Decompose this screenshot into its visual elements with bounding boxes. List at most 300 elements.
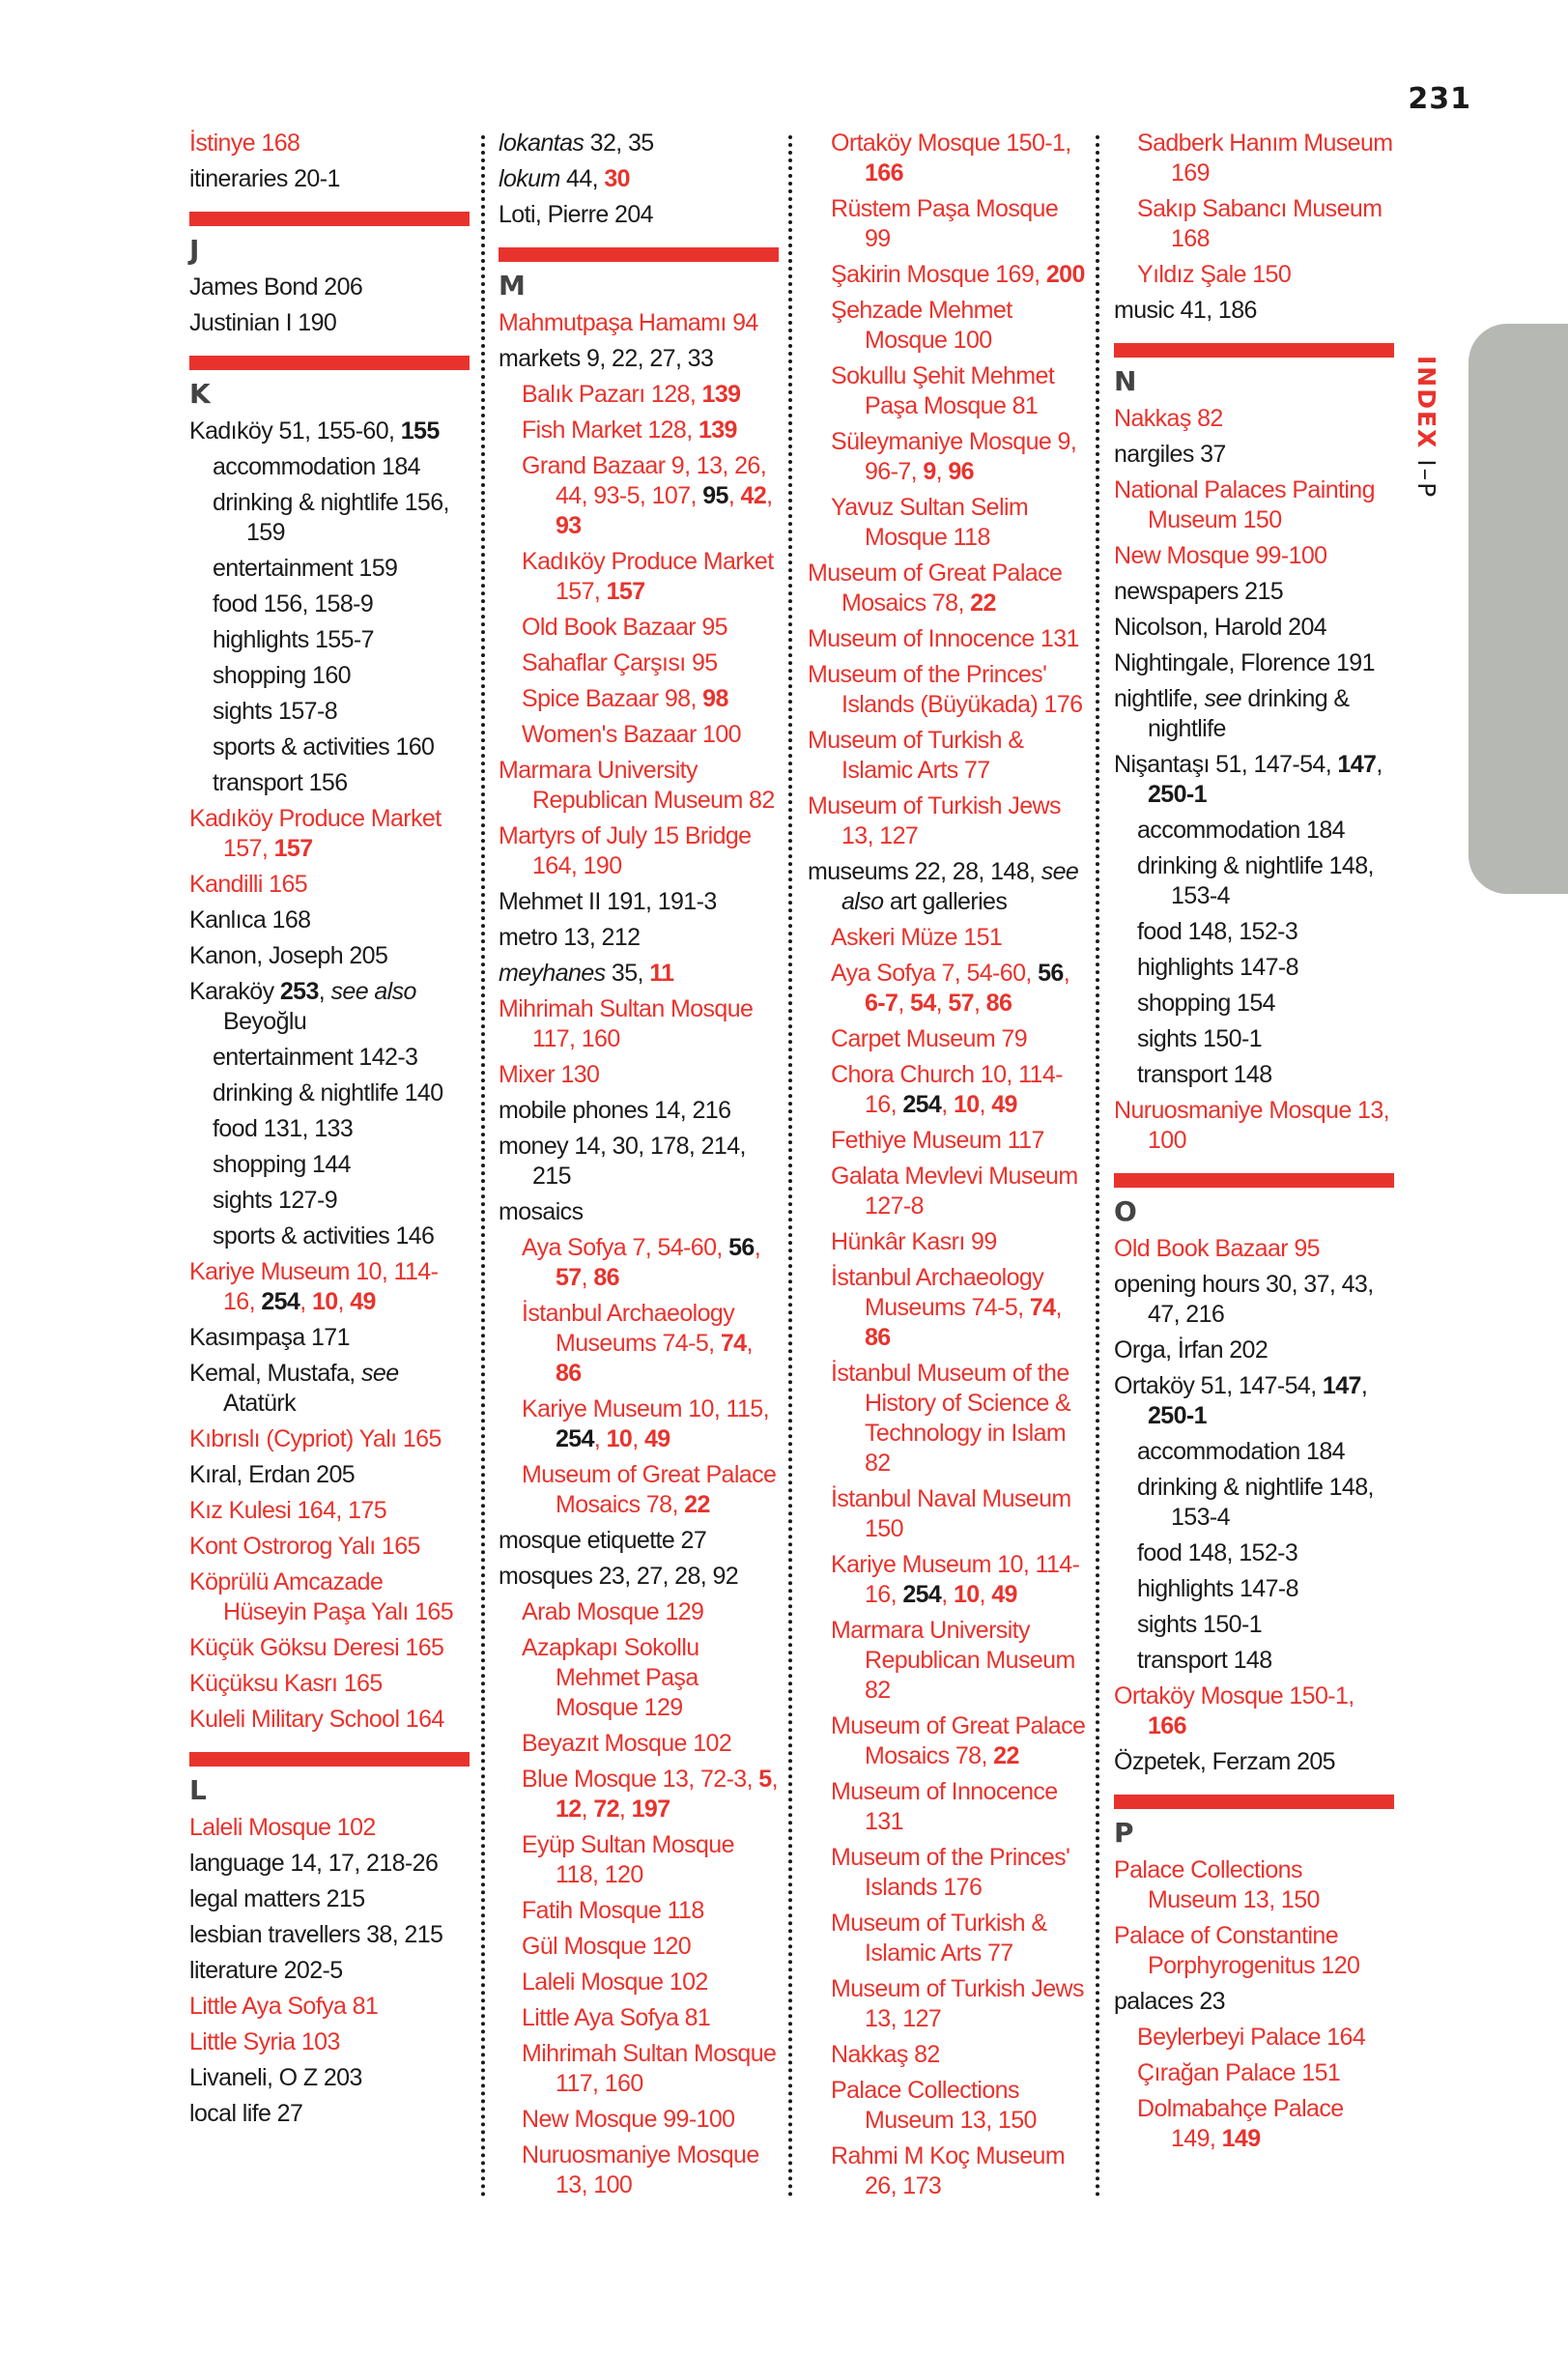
- index-entry: [1114, 296, 1394, 326]
- letter-section-header: [189, 1752, 470, 1809]
- page-ref-bold: 56: [728, 1234, 755, 1261]
- entry-text: İstanbul Archaeology Museums 74-5,: [522, 1300, 735, 1357]
- entry-text: Kıbrıslı (Cypriot) Yalı 165: [189, 1425, 442, 1452]
- index-subentry: [831, 1263, 1088, 1353]
- index-subentry: [522, 2003, 779, 2033]
- page-ref-bold: 147: [1322, 1372, 1361, 1399]
- entry-text: food 148, 152-3: [1137, 1539, 1298, 1566]
- cross-reference-text: see also: [330, 978, 416, 1005]
- entry-text: Palace of Constantine Porphyrogenitus 120: [1114, 1922, 1360, 1979]
- index-subentry: [1137, 989, 1394, 1019]
- entry-text: Askeri Müze 151: [831, 924, 1003, 951]
- section-divider-bar: [499, 247, 779, 262]
- entry-text: nightlife,: [1114, 685, 1205, 712]
- entry-text: ,: [337, 1288, 351, 1315]
- page-ref-bold: 22: [970, 589, 996, 617]
- page-ref-bold: 139: [701, 381, 741, 408]
- entry-text: Eyüp Sultan Mosque 118, 120: [522, 1831, 734, 1888]
- index-subentry: [522, 451, 779, 541]
- index-entry: [189, 1532, 470, 1562]
- entry-text: Spice Bazaar 98,: [522, 685, 703, 712]
- index-entry: [1114, 684, 1394, 744]
- entry-text: ,: [941, 1091, 954, 1118]
- entry-text: Galata Mevlevi Museum 127-8: [831, 1163, 1078, 1220]
- index-entry: [499, 200, 779, 230]
- page-ref-bold: 95: [702, 482, 728, 509]
- index-subentry: [1137, 851, 1394, 911]
- entry-text: İstanbul Archaeology Museums 74-5,: [831, 1264, 1044, 1321]
- entry-text: Old Book Bazaar 95: [1114, 1235, 1320, 1262]
- entry-text: food 148, 152-3: [1137, 918, 1298, 945]
- entry-text: Nuruosmaniye Mosque 13, 100: [1114, 1097, 1389, 1154]
- index-subentry: [831, 923, 1088, 953]
- index-entry: [499, 344, 779, 374]
- index-subentry: [1137, 194, 1394, 254]
- page-ref-bold: 86: [556, 1360, 582, 1387]
- index-subentry: [213, 1221, 470, 1251]
- entry-text: ,: [935, 458, 949, 485]
- entry-text: Rahmi M Koç Museum 26, 173: [831, 2142, 1066, 2199]
- index-subentry: [522, 1830, 779, 1890]
- index-subentry: [213, 488, 470, 548]
- entry-text: Marmara University Republican Museum 82: [831, 1617, 1075, 1704]
- index-subentry: [831, 1777, 1088, 1837]
- entry-text: nargiles 37: [1114, 441, 1226, 468]
- index-column-1: [189, 129, 470, 2135]
- index-subentry: [831, 129, 1088, 188]
- index-subentry: [1137, 2023, 1394, 2053]
- entry-text: Museum of Turkish & Islamic Arts 77: [831, 1910, 1047, 1967]
- entry-text: Ortaköy 51, 147-54,: [1114, 1372, 1323, 1399]
- section-divider-bar: [189, 356, 470, 370]
- page-ref-bold: 49: [350, 1288, 376, 1315]
- index-subentry: [831, 2076, 1088, 2136]
- index-subentry: [213, 625, 470, 655]
- entry-text: Kont Ostrorog Yalı 165: [189, 1533, 420, 1560]
- page-ref-bold: 10: [953, 1581, 980, 1608]
- cross-reference-text: see: [1204, 685, 1241, 712]
- entry-text: palaces 23: [1114, 1988, 1225, 2015]
- index-entry: [189, 308, 470, 338]
- index-subentry: [522, 1932, 779, 1962]
- entry-text: shopping 144: [213, 1151, 351, 1178]
- index-subentry: [213, 697, 470, 727]
- entry-text: İstanbul Museum of the History of Science & Technology in Islam 82: [831, 1360, 1071, 1477]
- entry-text: Kuleli Military School 164: [189, 1706, 444, 1733]
- page-ref-bold: 139: [698, 417, 737, 444]
- index-entry: [1114, 1336, 1394, 1365]
- entry-text: Museum of the Princes' Islands (Büyükada) 176: [808, 661, 1083, 718]
- entry-text: sights 157-8: [213, 698, 337, 725]
- entry-text: newspapers 215: [1114, 578, 1284, 605]
- entry-text: entertainment 142-3: [213, 1044, 418, 1071]
- index-entry: [1114, 1371, 1394, 1431]
- entry-text: highlights 147-8: [1137, 1575, 1298, 1602]
- index-subentry: [522, 1299, 779, 1389]
- index-entry: [189, 1633, 470, 1663]
- entry-text: opening hours 30, 37, 43, 47, 216: [1114, 1271, 1374, 1328]
- entry-text: Justinian I 190: [189, 309, 337, 336]
- entry-text: ,: [618, 1796, 632, 1823]
- entry-text: ,: [1360, 1372, 1368, 1399]
- page-ref-bold: 166: [865, 159, 903, 187]
- entry-text: Mihrimah Sultan Mosque 117, 160: [499, 995, 754, 1052]
- index-subentry: [831, 361, 1088, 421]
- entry-text: Yavuz Sultan Selim Mosque 118: [831, 494, 1029, 551]
- entry-text: Grand Bazaar 9, 13, 26, 44, 93-5, 107,: [522, 452, 767, 509]
- entry-text: ,: [1055, 1294, 1062, 1321]
- page-ref-bold: 5: [758, 1766, 772, 1793]
- index-subentry: [1137, 1574, 1394, 1604]
- index-entry: [1114, 648, 1394, 678]
- entry-text: Sadberk Hanım Museum 169: [1137, 129, 1393, 187]
- index-subentry: [1137, 917, 1394, 947]
- index-tab-label: [1412, 356, 1440, 499]
- index-subentry: [213, 452, 470, 482]
- index-entry: [808, 559, 1088, 618]
- index-subentry: [831, 1909, 1088, 1968]
- index-subentry: [831, 260, 1088, 290]
- index-subentry: [831, 1024, 1088, 1054]
- index-subentry: [831, 1711, 1088, 1771]
- index-subentry: [1137, 1060, 1394, 1090]
- entry-text: highlights 147-8: [1137, 954, 1298, 981]
- letter-section-header: [189, 356, 470, 413]
- entry-text: Balık Pazarı 128,: [522, 381, 702, 408]
- section-letter: P: [1114, 1817, 1134, 1849]
- page-ref-bold: 57: [948, 990, 974, 1017]
- index-subentry: [213, 1078, 470, 1108]
- entry-text: Süleymaniye Mosque 9, 96-7,: [831, 428, 1077, 485]
- entry-text: legal matters 215: [189, 1885, 365, 1912]
- index-subentry: [1137, 1538, 1394, 1568]
- index-entry: [1114, 541, 1394, 571]
- index-entry: [189, 1705, 470, 1735]
- entry-text: Kadıköy Produce Market 157,: [522, 548, 774, 605]
- entry-text: Chora Church 10, 114-16,: [831, 1061, 1063, 1118]
- entry-text: accommodation 184: [213, 453, 420, 480]
- entry-text: Marmara University Republican Museum 82: [499, 757, 775, 814]
- index-subentry: [213, 1043, 470, 1073]
- page-ref-bold: 86: [593, 1264, 619, 1291]
- entry-text: Orga, İrfan 202: [1114, 1336, 1269, 1364]
- index-entry: [1114, 1096, 1394, 1156]
- entry-text: Nicolson, Harold 204: [1114, 614, 1327, 641]
- entry-text: drinking & nightlife 148, 153-4: [1137, 852, 1374, 909]
- page-ref-bold: 9: [923, 458, 936, 485]
- letter-section-header: [1114, 1795, 1394, 1852]
- entry-text: Kariye Museum 10, 114-16,: [189, 1258, 439, 1315]
- entry-text: Karaköy: [189, 978, 280, 1005]
- entry-text: highlights 155-7: [213, 626, 374, 653]
- entry-text: Kariye Museum 10, 114-16,: [831, 1551, 1080, 1608]
- entry-text: sights 150-1: [1137, 1025, 1262, 1052]
- index-subentry: [1137, 260, 1394, 290]
- entry-text: Nightingale, Florence 191: [1114, 649, 1375, 676]
- index-subentry: [213, 554, 470, 584]
- entry-text: 35,: [605, 960, 650, 987]
- index-entry: [189, 1496, 470, 1526]
- index-subentry: [522, 1765, 779, 1824]
- index-entry: [499, 129, 779, 158]
- cross-reference-text: see: [360, 1360, 399, 1387]
- section-letter: N: [1114, 365, 1137, 397]
- index-entry: [499, 1526, 779, 1556]
- page-ref-bold: 254: [902, 1581, 942, 1608]
- index-entry: [1114, 1747, 1394, 1777]
- index-subentry: [522, 648, 779, 678]
- entry-text: İstanbul Naval Museum 150: [831, 1485, 1071, 1542]
- column-separator: [788, 135, 792, 2198]
- page-ref-bold: 147: [1337, 751, 1377, 778]
- index-entry: [189, 905, 470, 935]
- entry-text: İstinye 168: [189, 129, 300, 157]
- entry-text: Museum of Innocence 131: [831, 1778, 1058, 1835]
- entry-text: New Mosque 99-100: [1114, 542, 1327, 569]
- index-subentry: [1137, 953, 1394, 983]
- index-side-tab: [1468, 324, 1568, 894]
- index-subentry: [522, 1896, 779, 1926]
- entry-text: ,: [754, 1234, 761, 1261]
- entry-text: sights 150-1: [1137, 1611, 1262, 1638]
- entry-text: ,: [979, 1091, 992, 1118]
- entry-text: Beylerbeyi Palace 164: [1137, 2024, 1366, 2051]
- entry-text: ,: [771, 1766, 778, 1793]
- index-subentry: [831, 1359, 1088, 1479]
- entry-text: Loti, Pierre 204: [499, 201, 653, 228]
- index-subentry: [1137, 1473, 1394, 1533]
- entry-text: Mixer 130: [499, 1061, 600, 1088]
- page-ref-bold: 49: [991, 1091, 1017, 1118]
- index-subentry: [213, 768, 470, 798]
- index-entry: [189, 1323, 470, 1353]
- entry-text: Özpetek, Ferzam 205: [1114, 1748, 1335, 1775]
- entry-text: Laleli Mosque 102: [189, 1814, 376, 1841]
- page-ref-bold: 30: [604, 165, 630, 192]
- entry-text: Old Book Bazaar 95: [522, 614, 727, 641]
- entry-text: Museum of Turkish & Islamic Arts 77: [808, 727, 1024, 784]
- entry-text: Sakıp Sabancı Museum 168: [1137, 195, 1383, 252]
- page-ref-bold: 57: [556, 1264, 582, 1291]
- entry-text: shopping 154: [1137, 990, 1275, 1017]
- index-entry: [189, 2063, 470, 2093]
- index-entry: [189, 2099, 470, 2129]
- entry-text: Kadıköy Produce Market 157,: [189, 805, 442, 862]
- entry-text: Kasımpaşa 171: [189, 1324, 350, 1351]
- index-entry: [189, 417, 470, 446]
- entry-text: drinking & nightlife 148, 153-4: [1137, 1474, 1374, 1531]
- index-subentry: [522, 416, 779, 445]
- index-subentry: [522, 1233, 779, 1293]
- entry-text: markets 9, 22, 27, 33: [499, 345, 714, 372]
- entry-text: Kız Kulesi 164, 175: [189, 1497, 387, 1524]
- entry-text: music 41, 186: [1114, 297, 1257, 324]
- index-subentry: [1137, 1024, 1394, 1054]
- entry-text: Köprülü Amcazade Hüseyin Paşa Yalı 165: [189, 1568, 454, 1625]
- entry-text: ,: [318, 978, 331, 1005]
- index-entry: [189, 164, 470, 194]
- index-subentry: [1137, 1646, 1394, 1676]
- entry-text: mosque etiquette 27: [499, 1527, 707, 1554]
- index-subentry: [831, 1484, 1088, 1544]
- page-ref-bold: 86: [865, 1324, 891, 1351]
- entry-text: Fatih Mosque 118: [522, 1897, 704, 1924]
- page-ref-bold: 93: [556, 512, 582, 539]
- index-subentry: [831, 1843, 1088, 1903]
- index-entry: [189, 2027, 470, 2057]
- entry-text: Martyrs of July 15 Bridge 164, 190: [499, 822, 752, 879]
- entry-text: Rüstem Paşa Mosque 99: [831, 195, 1059, 252]
- entry-text: Hünkâr Kasrı 99: [831, 1228, 997, 1255]
- index-subentry: [1137, 2058, 1394, 2088]
- index-entry: [1114, 440, 1394, 470]
- index-entry: [808, 660, 1088, 720]
- entry-text: accommodation 184: [1137, 817, 1345, 844]
- entry-text: sports & activities 160: [213, 733, 435, 761]
- index-entry: [189, 129, 470, 158]
- index-entry: [499, 308, 779, 338]
- letter-section-header: [189, 212, 470, 269]
- page-ref-bold: 98: [702, 685, 728, 712]
- section-letter: M: [499, 270, 526, 302]
- entry-text: ,: [581, 1796, 594, 1823]
- entry-text: ,: [299, 1288, 312, 1315]
- index-entry: [499, 923, 779, 953]
- page-ref-bold: 10: [606, 1425, 633, 1452]
- entry-text: Aya Sofya 7, 54-60,: [831, 960, 1039, 987]
- index-subentry: [831, 1974, 1088, 2034]
- section-letter: L: [189, 1774, 207, 1806]
- entry-text: Mihrimah Sultan Mosque 117, 160: [522, 2040, 777, 2097]
- section-divider-bar: [1114, 1173, 1394, 1188]
- entry-text: metro 13, 212: [499, 924, 641, 951]
- page-ref-bold: 42: [740, 482, 767, 509]
- entry-text: Ortaköy Mosque 150-1,: [831, 129, 1071, 157]
- index-entry: [1114, 1681, 1394, 1741]
- index-entry: [808, 726, 1088, 786]
- entry-text: Beyoğlu: [223, 1008, 307, 1035]
- index-entry: [189, 1956, 470, 1986]
- page-ref-bold: 254: [261, 1288, 300, 1315]
- entry-text: transport 156: [213, 769, 348, 796]
- entry-text: Küçüksu Kasrı 165: [189, 1670, 383, 1697]
- entry-text: entertainment 159: [213, 555, 398, 582]
- index-entry: [189, 1669, 470, 1699]
- entry-text: Palace Collections Museum 13, 150: [831, 2077, 1037, 2134]
- entry-text: Dolmabahçe Palace 149,: [1137, 2095, 1344, 2152]
- index-subentry: [522, 547, 779, 607]
- entry-text: Nakkaş 82: [1114, 405, 1223, 432]
- entry-text: ,: [727, 482, 741, 509]
- page-ref-bold: 22: [993, 1742, 1019, 1769]
- page-ref-bold: 253: [279, 978, 319, 1005]
- section-letter: O: [1114, 1195, 1137, 1227]
- index-entry: [808, 624, 1088, 654]
- entry-text: Küçük Göksu Deresi 165: [189, 1634, 444, 1661]
- index-entry: [189, 273, 470, 302]
- entry-text: Palace Collections Museum 13, 150: [1114, 1856, 1320, 1913]
- entry-text: ,: [1063, 960, 1070, 987]
- entry-text: Museum of Turkish Jews 13, 127: [831, 1975, 1084, 2032]
- page-ref-bold: 197: [631, 1796, 670, 1823]
- entry-text: Blue Mosque 13, 72-3,: [522, 1766, 759, 1793]
- entry-text: literature 202-5: [189, 1957, 343, 1984]
- page-ref-bold: 254: [556, 1425, 594, 1452]
- index-subentry: [831, 296, 1088, 356]
- entry-text: Kanlıca 168: [189, 906, 311, 934]
- column-separator: [1096, 135, 1099, 2198]
- index-subentry: [1137, 1437, 1394, 1467]
- page-ref-bold: 6-7: [865, 990, 898, 1017]
- index-subentry: [831, 2141, 1088, 2201]
- entry-text: mosques 23, 27, 28, 92: [499, 1563, 739, 1590]
- index-entry: [808, 857, 1088, 917]
- page-ref-bold: 200: [1045, 261, 1085, 288]
- index-entry: [189, 1257, 470, 1317]
- index-entry: [1114, 475, 1394, 535]
- page-ref-bold: 157: [273, 835, 313, 862]
- index-subentry: [213, 733, 470, 762]
- entry-text: Mehmet II 191, 191-3: [499, 888, 717, 915]
- section-divider-bar: [1114, 1795, 1394, 1809]
- entry-text: Nuruosmaniye Mosque 13, 100: [522, 2141, 759, 2198]
- entry-text: James Bond 206: [189, 273, 363, 301]
- index-tab-bold: INDEX: [1412, 356, 1440, 450]
- entry-text: Atatürk: [223, 1390, 296, 1417]
- cross-reference-text: see also: [841, 858, 1079, 915]
- entry-text: 44,: [559, 165, 605, 192]
- index-subentry: [1137, 129, 1394, 188]
- entry-text: ,: [979, 1581, 992, 1608]
- page-ref-bold: 96: [948, 458, 974, 485]
- index-entry: [499, 756, 779, 816]
- index-entry: [499, 887, 779, 917]
- entry-text: Kıral, Erdan 205: [189, 1461, 356, 1488]
- index-subentry: [831, 427, 1088, 487]
- entry-text: National Palaces Painting Museum 150: [1114, 476, 1375, 533]
- entry-text: Nişantaşı 51, 147-54,: [1114, 751, 1338, 778]
- index-subentry: [522, 1394, 779, 1454]
- entry-text: shopping 160: [213, 662, 351, 689]
- index-entry: [189, 1884, 470, 1914]
- cross-reference-text: lokum: [499, 165, 560, 192]
- index-entry: [499, 164, 779, 194]
- index-subentry: [522, 1460, 779, 1520]
- index-entry: [1114, 1855, 1394, 1915]
- entry-text: drinking & nightlife: [1148, 685, 1350, 742]
- entry-text: ,: [746, 1330, 753, 1357]
- index-subentry: [831, 493, 1088, 553]
- index-entry: [189, 1920, 470, 1950]
- page-ref-bold: 250-1: [1148, 1402, 1207, 1429]
- index-entry: [499, 1060, 779, 1090]
- entry-text: Women's Bazaar 100: [522, 721, 741, 748]
- index-subentry: [213, 661, 470, 691]
- letter-section-header: [1114, 1173, 1394, 1230]
- index-entry: [1114, 1270, 1394, 1330]
- entry-text: Aya Sofya 7, 54-60,: [522, 1234, 729, 1261]
- index-subentry: [831, 2040, 1088, 2070]
- index-subentry: [213, 1186, 470, 1216]
- entry-text: Ortaköy Mosque 150-1,: [1114, 1682, 1354, 1710]
- page-ref-bold: 166: [1148, 1712, 1186, 1739]
- entry-text: ,: [973, 990, 986, 1017]
- entry-text: 32, 35: [584, 129, 654, 157]
- entry-text: food 156, 158-9: [213, 590, 374, 618]
- index-entry: [1114, 577, 1394, 607]
- section-letter: J: [189, 234, 200, 266]
- entry-text: ,: [898, 990, 911, 1017]
